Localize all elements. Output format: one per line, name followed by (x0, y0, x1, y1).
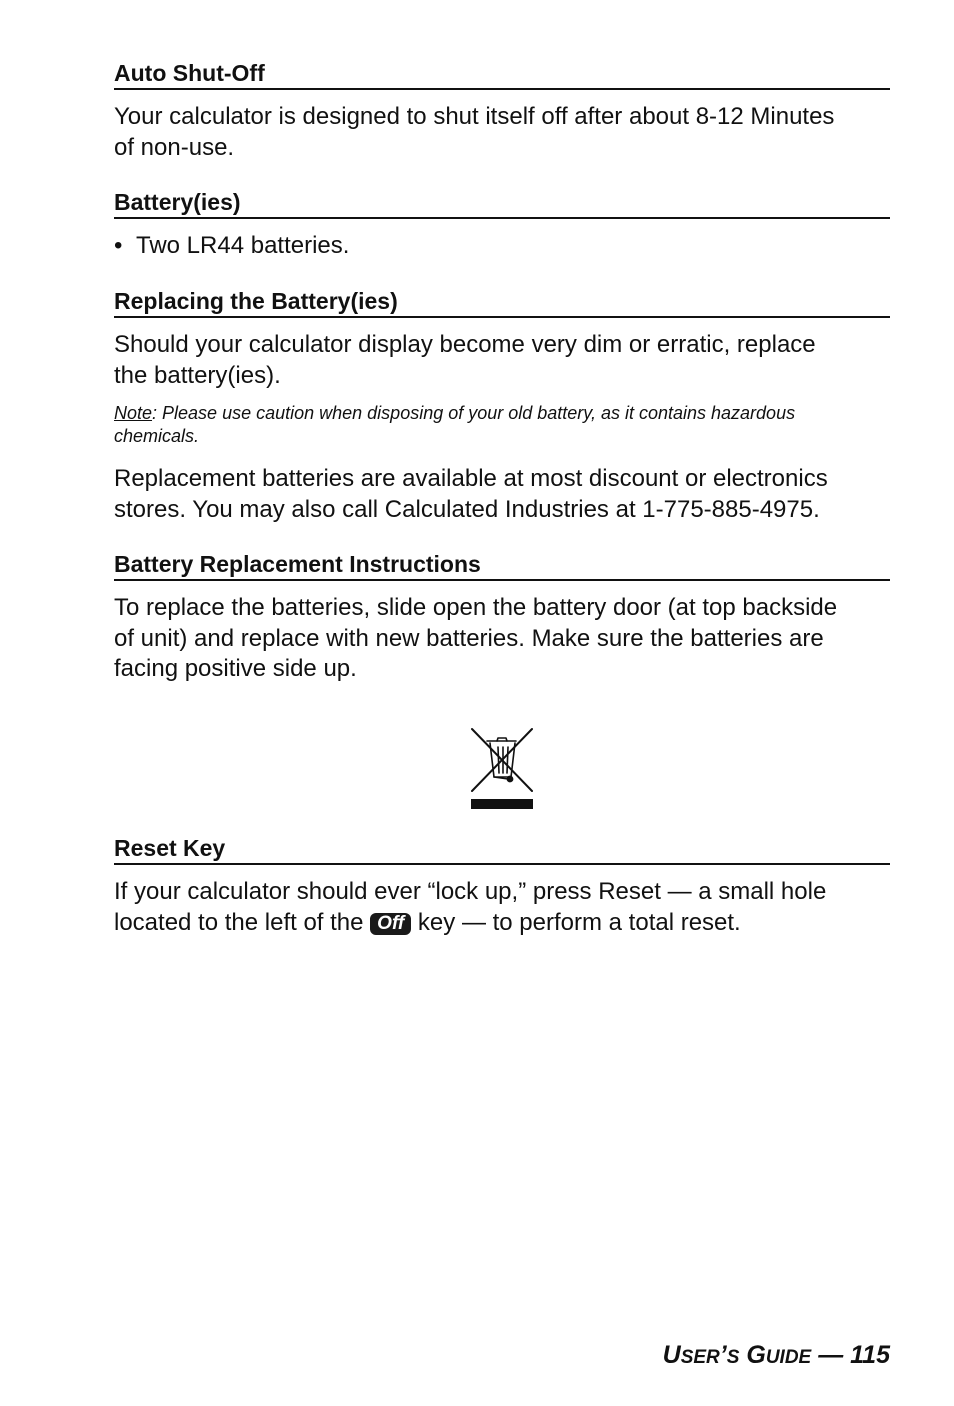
footer-u: U (662, 1341, 681, 1369)
footer-apostrophe: ’ (719, 1341, 727, 1369)
auto-shutoff-line-2: of non-use. (114, 133, 235, 161)
availability-line-2: stores. You may also call Calculated Industries at 1-775-885-4975. (114, 495, 820, 523)
batteries-bullet-text: Two LR44 batteries. (136, 232, 350, 259)
off-key-icon: Off (370, 913, 411, 935)
reset-line-2-before: located to the left of the (114, 908, 371, 936)
footer-ser: SER (680, 1347, 720, 1368)
reset-heading: Reset Key (114, 834, 890, 865)
replacing-heading: Replacing the Battery(ies) (114, 287, 890, 318)
auto-shutoff-line-1: Your calculator is designed to shut itself off after about 8-12 Minutes (114, 103, 835, 130)
note-line-2: chemicals. (114, 426, 200, 446)
page-footer (663, 1340, 890, 1373)
bullet-mark: • (114, 232, 123, 259)
replacing-line-2: the battery(ies). (114, 361, 281, 389)
page-number: — 115 (818, 1341, 890, 1369)
caution-note (114, 402, 890, 448)
footer-s: S (726, 1347, 740, 1368)
availability-line-1: Replacement batteries are available at most discount or electronics (114, 465, 828, 492)
auto-shutoff-text (114, 102, 890, 163)
footer-g: G (746, 1341, 766, 1369)
reset-text (114, 877, 890, 938)
reset-line-1: If your calculator should ever “lock up,” press Reset — a small hole (114, 878, 827, 905)
crossed-out-wheelie-bin-icon (470, 727, 534, 811)
replacing-line-1: Should your calculator display become very dim or erratic, replace (114, 331, 816, 358)
note-line-1: : Please use caution when disposing of your old battery, as it contains hazardous (152, 403, 796, 423)
auto-shutoff-heading: Auto Shut-Off (114, 59, 890, 90)
batteries-bullet (114, 231, 890, 262)
instructions-line-2: of unit) and replace with new batteries. Make sure the batteries are (114, 624, 824, 652)
batteries-heading: Battery(ies) (114, 188, 890, 219)
instructions-line-1: To replace the batteries, slide open the battery door (at top backside (114, 594, 838, 621)
note-label: Note (114, 403, 153, 423)
instructions-heading: Battery Replacement Instructions (114, 550, 890, 581)
reset-line-2-after: key — to perform a total reset. (411, 908, 741, 936)
footer-uide: UIDE (765, 1347, 812, 1368)
instructions-text (114, 593, 890, 685)
availability-text (114, 464, 890, 525)
instructions-line-3: facing positive side up. (114, 655, 357, 682)
replacing-text (114, 330, 890, 391)
